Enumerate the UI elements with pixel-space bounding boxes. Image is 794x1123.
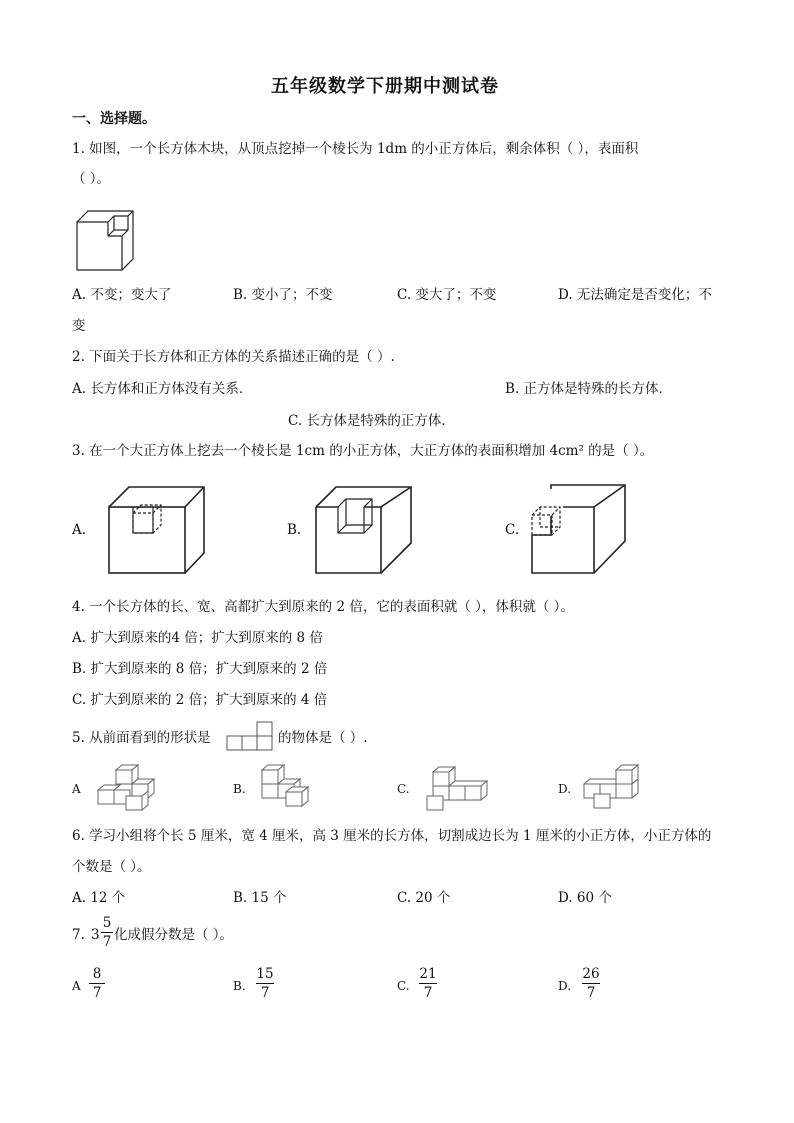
q1-option-a[interactable]: A. 不变；变大了 [72, 287, 172, 303]
q5-front-view-figure [226, 720, 274, 752]
q3-option-a[interactable]: A. [72, 522, 87, 538]
question-1-text: 1. 如图，一个长方体木块，从顶点挖掉一个棱长为 1dm 的小正方体后，剩余体积（ ），表面积 [72, 141, 639, 157]
question-5-text-cont: 的物体是（ ）. [278, 730, 368, 746]
q7-option-b-denominator: 7 [260, 985, 270, 1001]
q7-whole-part: 3 [91, 927, 100, 943]
q4-option-c[interactable]: C. 扩大到原来的 2 倍；扩大到原来的 4 倍 [72, 692, 328, 708]
q1-cuboid-figure [76, 210, 136, 272]
q3-figure-b [315, 486, 413, 576]
q7-option-c-label[interactable]: C. [397, 979, 410, 993]
q7-option-b-label[interactable]: B. [233, 979, 246, 993]
q6-option-d[interactable]: D. 60 个 [558, 890, 612, 906]
q7-option-c-fraction[interactable] [419, 966, 437, 1001]
q1-option-b[interactable]: B. 变小了；不变 [233, 287, 333, 303]
q6-option-a[interactable]: A. 12 个 [72, 890, 126, 906]
q7-numerator: 5 [102, 915, 112, 931]
q5-figure-a [96, 764, 158, 812]
q2-option-a[interactable]: A. 长方体和正方体没有关系． [72, 381, 253, 397]
question-3-text: 3. 在一个大正方体上挖去一个棱长是 1cm 的小正方体，大正方体的表面积增加 4cm² 的是（ ）。 [72, 443, 654, 459]
q3-figure-a [108, 486, 206, 576]
q6-option-b[interactable]: B. 15 个 [233, 890, 287, 906]
q5-option-a[interactable]: A [72, 782, 81, 796]
q2-option-c[interactable]: C. 长方体是特殊的正方体． [288, 413, 455, 429]
q7-option-a-numerator: 8 [92, 966, 102, 982]
question-6-text-cont: 个数是（ ）。 [72, 859, 151, 875]
q3-option-b[interactable]: B. [287, 522, 302, 538]
q4-option-a[interactable]: A. 扩大到原来的4 倍；扩大到原来的 8 倍 [72, 630, 323, 646]
q1-option-d-cont: 变 [72, 318, 86, 334]
q7-denominator: 7 [102, 934, 112, 950]
q7-option-a-denominator: 7 [92, 985, 102, 1001]
q6-option-c[interactable]: C. 20 个 [397, 890, 451, 906]
q7-option-a-label[interactable]: A [72, 979, 81, 993]
q4-option-b[interactable]: B. 扩大到原来的 8 倍；扩大到原来的 2 倍 [72, 661, 328, 677]
question-6-text: 6. 学习小组将个长 5 厘米，宽 4 厘米，高 3 厘米的长方体，切割成边长为 1 厘米的小正方体，小正方体的 [72, 828, 712, 844]
q7-option-b-numerator: 15 [256, 966, 274, 982]
question-1-text-cont: （ ）。 [72, 171, 111, 187]
q5-option-d[interactable]: D. [558, 782, 572, 796]
q7-fraction [101, 915, 113, 950]
question-5-text: 5. 从前面看到的形状是 [72, 730, 211, 746]
q7-option-c-numerator: 21 [419, 966, 437, 982]
question-7-text: 化成假分数是（ ）。 [114, 927, 234, 943]
q5-figure-b [258, 764, 320, 812]
question-4-text: 4. 一个长方体的长、宽、高都扩大到原来的 2 倍，它的表面积就（ ），体积就（ ）。 [72, 599, 574, 615]
question-2-text: 2. 下面关于长方体和正方体的关系描述正确的是（ ）. [72, 349, 395, 365]
q5-figure-c [425, 764, 491, 812]
q7-option-d-numerator: 26 [582, 966, 600, 982]
q2-option-b[interactable]: B. 正方体是特殊的长方体． [505, 381, 673, 397]
page-title: 五年级数学下册期中测试卷 [271, 76, 499, 97]
q3-figure-c [531, 484, 627, 576]
q7-option-d-fraction[interactable] [582, 966, 600, 1001]
section-heading: 一、选择题。 [72, 111, 156, 127]
question-7-number: 7. [72, 927, 85, 943]
q7-option-b-fraction[interactable] [256, 966, 274, 1001]
q3-option-c[interactable]: C. [505, 522, 520, 538]
q7-option-a-fraction[interactable] [89, 966, 105, 1001]
q1-option-c[interactable]: C. 变大了；不变 [397, 287, 497, 303]
q5-option-c[interactable]: C. [397, 782, 410, 796]
q7-option-c-denominator: 7 [423, 985, 433, 1001]
q7-option-d-denominator: 7 [586, 985, 596, 1001]
q5-option-b[interactable]: B. [233, 782, 246, 796]
q1-option-d[interactable]: D. 无法确定是否变化；不 [558, 287, 712, 303]
q7-option-d-label[interactable]: D. [558, 979, 572, 993]
q5-figure-d [580, 764, 642, 812]
